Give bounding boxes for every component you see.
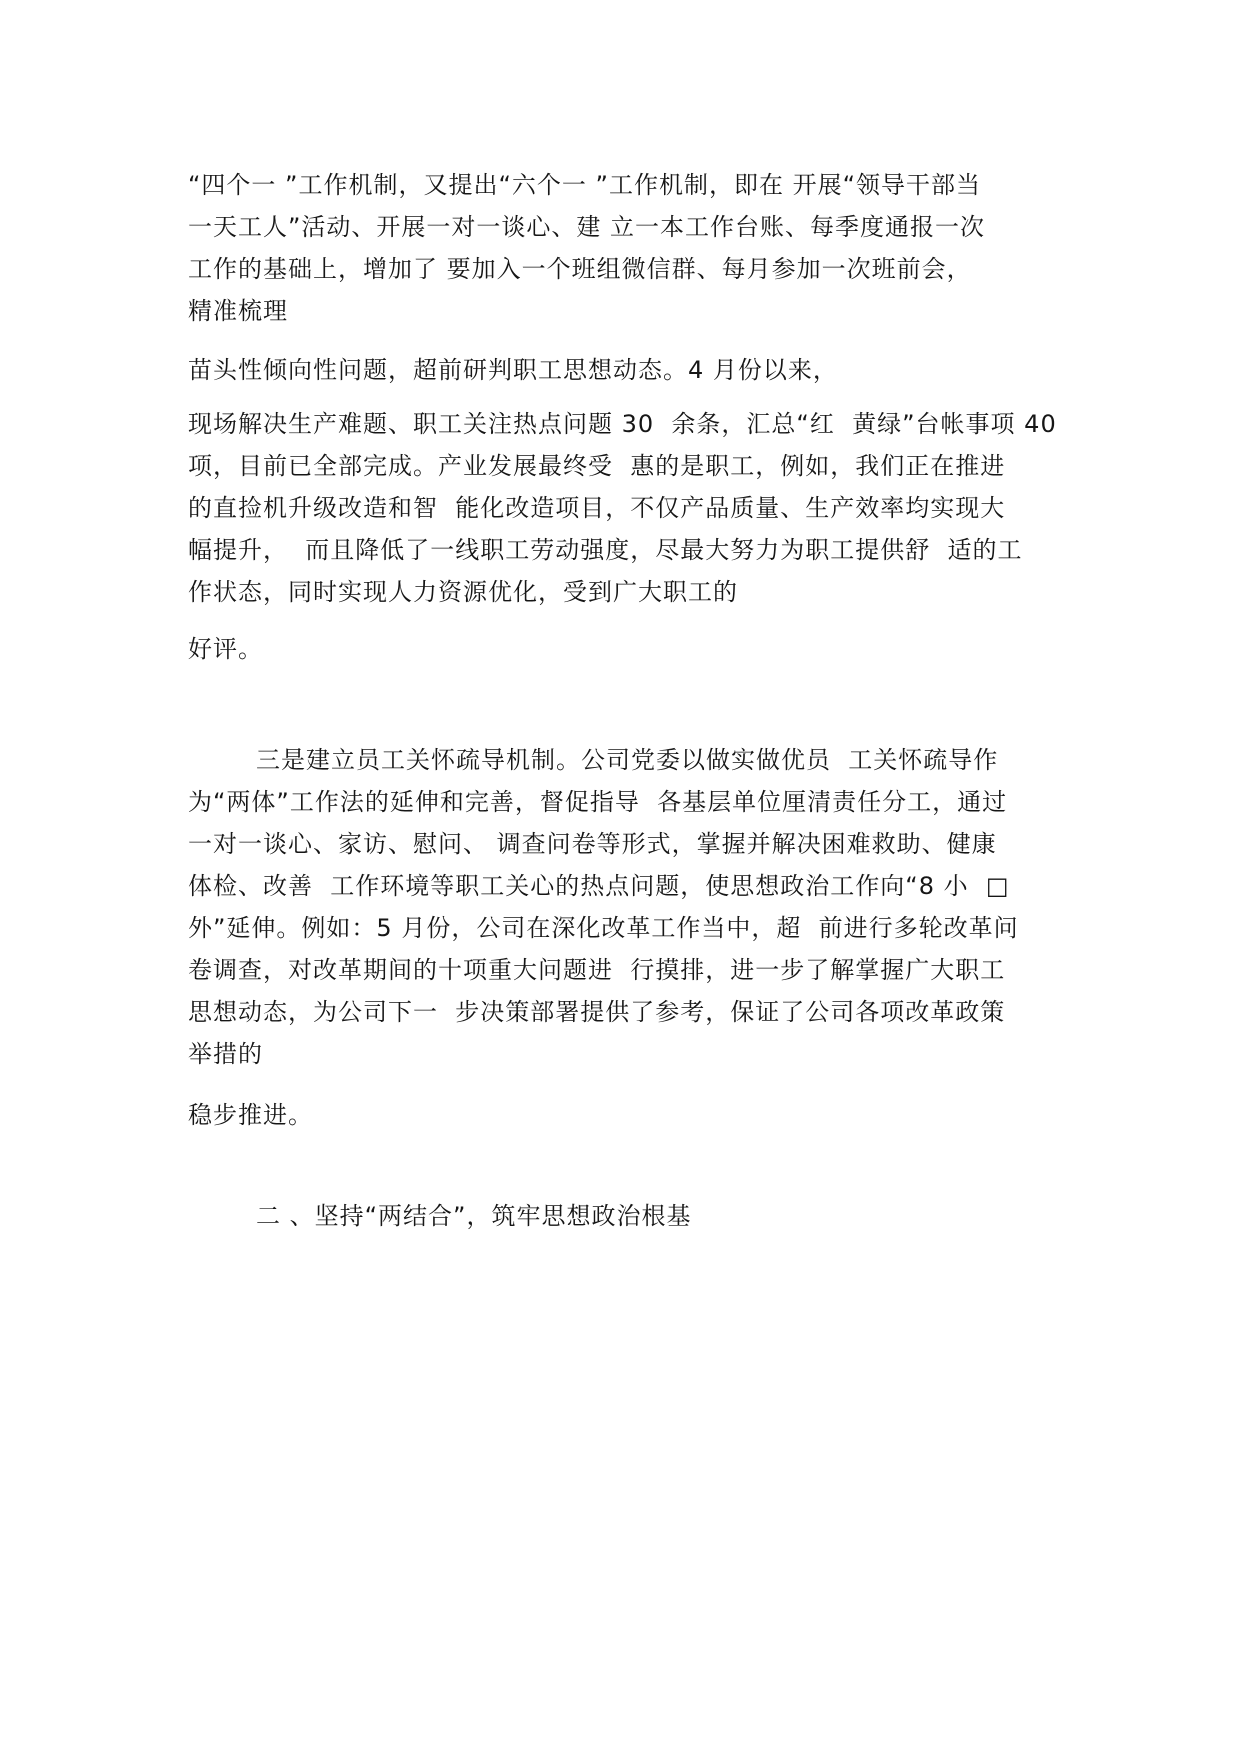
paragraph-line: 现场解决生产难题、职工关注热点问题 30 余条，汇总“红 黄绿”台帐事项 40 (188, 410, 1057, 438)
paragraph-line: 好评。 (188, 635, 263, 663)
paragraph-line: 幅提升， 而且降低了一线职工劳动强度，尽最大努力为职工提供舒 适的工 (188, 536, 1023, 564)
paragraph-line: 外”延伸。例如：5 月份，公司在深化改革工作当中，超 前进行多轮改革问 (188, 914, 1019, 942)
paragraph-line: 一天工人”活动、开展一对一谈心、建 立一本工作台账、每季度通报一次 (188, 213, 986, 241)
paragraph (188, 1094, 1088, 1136)
section-heading-text: 二 、坚持“两结合”，筑牢思想政治根基 (256, 1202, 692, 1230)
paragraph-line: 卷调查，对改革期间的十项重大问题进 行摸排，进一步了解掌握广大职工 (188, 956, 1006, 984)
paragraph-line: 苗头性倾向性问题，超前研判职工思想动态。4 月份以来， (188, 356, 838, 384)
paragraph-line: 稳步推进。 (188, 1101, 313, 1129)
paragraph-line: 工作的基础上，增加了 要加入一个班组微信群、每月参加一次班前会， (188, 255, 972, 283)
paragraph (188, 349, 1088, 391)
paragraph-line: 思想动态，为公司下一 步决策部署提供了参考，保证了公司各项改革政策 (188, 998, 1006, 1026)
paragraph-line: 项，目前已全部完成。产业发展最终受 惠的是职工，例如，我们正在推进 (188, 452, 1006, 480)
paragraph-line: 的直捡机升级改造和智 能化改造项目，不仅产品质量、生产效率均实现大 (188, 494, 1006, 522)
paragraph (188, 739, 1088, 1075)
paragraph (188, 628, 1088, 670)
paragraph-line: 体检、改善 工作环境等职工关心的热点问题，使思想政治工作向“8 小 □ (188, 872, 1010, 900)
paragraph-line: 举措的 (188, 1040, 263, 1068)
paragraph-line: 作状态，同时实现人力资源优化，受到广大职工的 (188, 578, 738, 606)
paragraph-line: 三是建立员工关怀疏导机制。公司党委以做实做优员 工关怀疏导作 (256, 746, 999, 774)
paragraph-line: “四个一 ”工作机制，又提出“六个一 ”工作机制，即在 开展“领导干部当 (188, 171, 982, 199)
paragraph-line: 一对一谈心、家访、慰问、 调查问卷等形式，掌握并解决困难救助、健康 (188, 830, 997, 858)
section-heading (188, 1195, 1156, 1237)
paragraph (188, 164, 1088, 332)
paragraph-line: 精准梳理 (188, 297, 288, 325)
paragraph-line: 为“两体”工作法的延伸和完善，督促指导 各基层单位厘清责任分工，通过 (188, 788, 1008, 816)
paragraph (188, 403, 1088, 613)
